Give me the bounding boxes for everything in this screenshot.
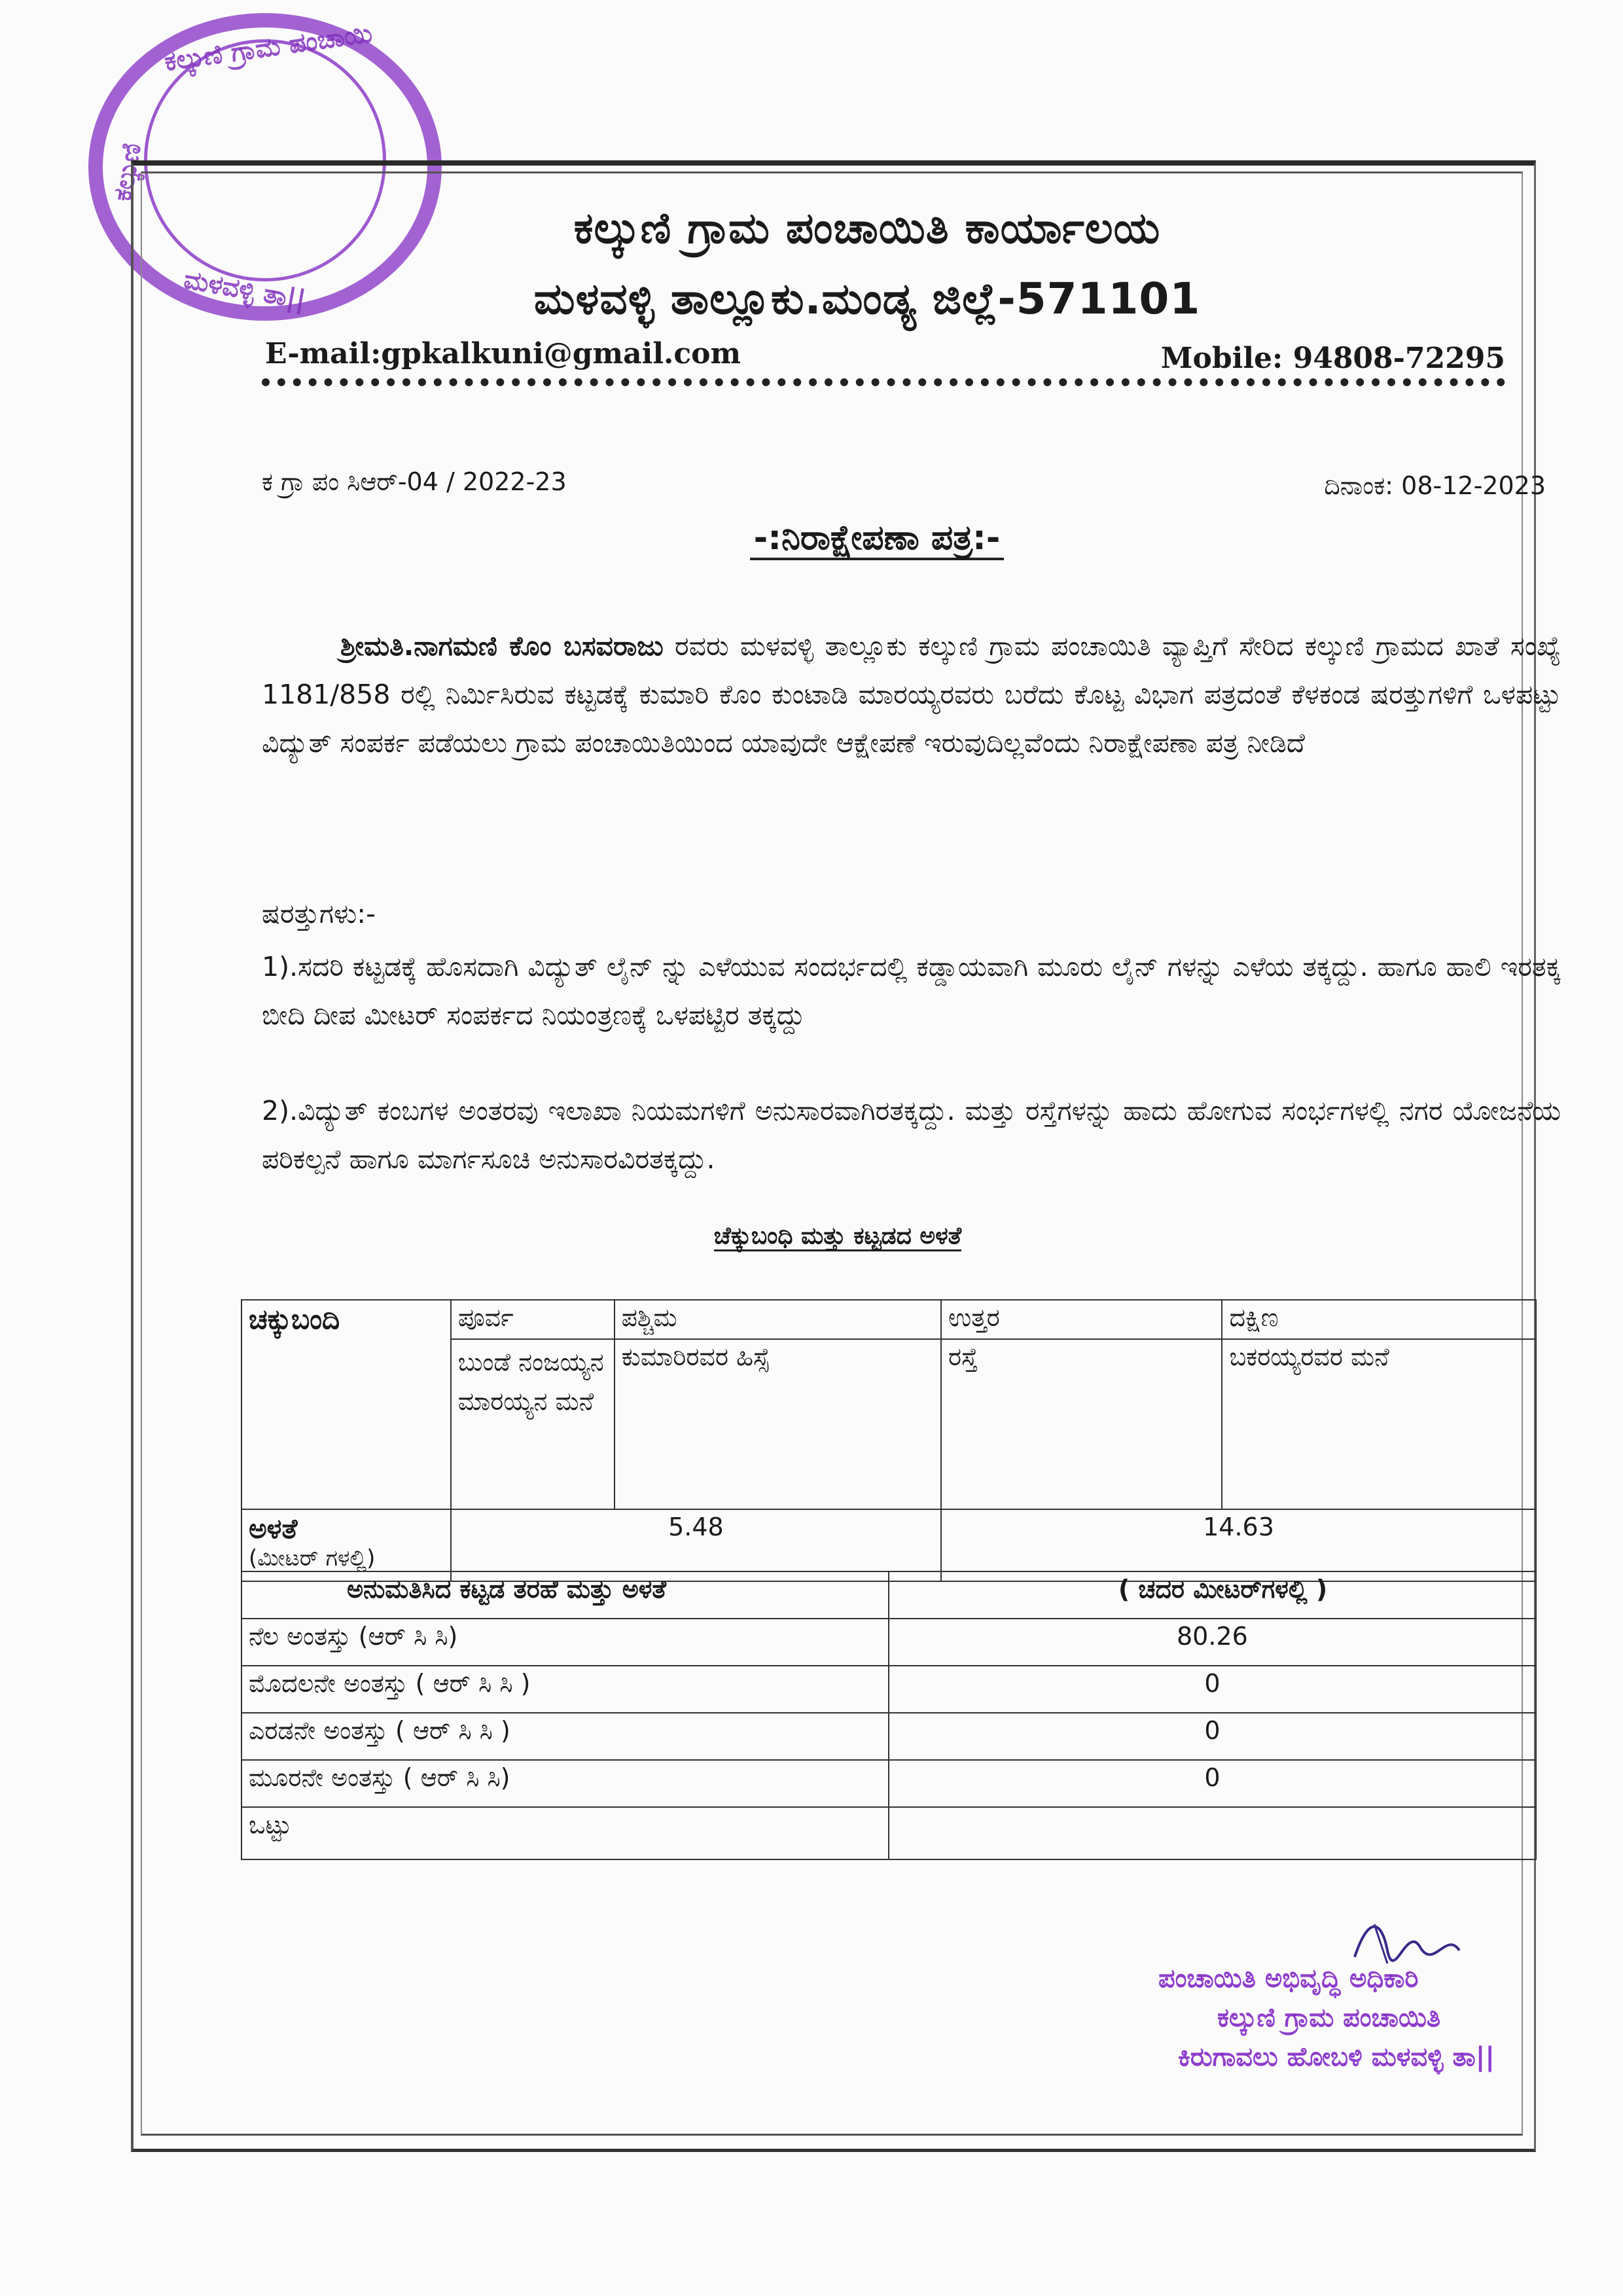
boundary-table <box>241 1299 1537 1582</box>
signature-stamp <box>1158 1918 1551 2101</box>
measure-label: ಅಳತೆ <box>249 1513 298 1545</box>
boundary-label: ಚಕ್ಕುಬಂದಿ <box>241 1300 451 1509</box>
email-text: E-mail:gpkalkuni@gmail.com <box>265 337 741 370</box>
floor-label: ಮೊದಲನೇ ಅಂತಸ್ತು ( ಆರ್ ಸಿ ಸಿ ) <box>241 1666 889 1713</box>
floor-value: 80.26 <box>889 1619 1536 1666</box>
mobile-text: Mobile: 94808-72295 <box>1160 342 1505 375</box>
value-east: ಬುಂಡೆ ನಂಜಯ್ಯನ ಮಾರಯ್ಯನ ಮನೆ <box>451 1339 615 1509</box>
body-paragraph <box>262 622 1561 767</box>
applicant-name: ಶ್ರೀಮತಿ.ನಾಗಮಣಿ ಕೊಂ ಬಸವರಾಜು <box>340 630 664 662</box>
floor-label: ನೆಲ ಅಂತಸ್ತು (ಆರ್ ಸಿ ಸಿ) <box>241 1619 889 1666</box>
reference-number: ಕ ಗ್ರಾ ಪಂ ಸಿಆರ್-04 / 2022-23 <box>262 467 567 496</box>
stamp-line3: ಕಿರುಗಾವಲು ಹೋಬಳಿ ಮಳವಳ್ಳಿ ತಾ|| <box>1178 2042 1495 2072</box>
total-value <box>889 1807 1536 1859</box>
table-caption-text: ಚೆಕ್ಕುಬಂಧಿ ಮತ್ತು ಕಟ್ಟಡದ ಅಳತೆ <box>714 1223 961 1251</box>
table-row <box>241 1571 1536 1619</box>
value-west: ಕುಮಾರಿರವರ ಹಿಸ್ಸೆ <box>615 1339 941 1509</box>
condition-1: 1).ಸದರಿ ಕಟ್ಟಡಕ್ಕೆ ಹೊಸದಾಗಿ ವಿದ್ಯುತ್ ಲೈನ್ ನ್ನು ಎಳೆಯುವ ಸಂದರ್ಭದಲ್ಲಿ ಕಡ್ಡಾಯವಾಗಿ ಮೂರು ಲೈನ್ ಗಳನ್ನು ಎಳೆಯ ತಕ್ಕದ್ದು. ಹಾಗೂ ಹಾಲಿ ಇರತಕ್ಕ ಬೀದಿ ದೀಪ ಮೀಟರ್ ಸಂಪರ್ಕದ ನಿಯಂತ್ರಣಕ್ಕೆ ಒಳಪಟ್ಟಿರ ತಕ್ಕದ್ದು <box>262 951 1561 1031</box>
table-row <box>241 1619 1536 1666</box>
office-title-line1: ಕಲ್ಕುಣಿ ಗ್ರಾಮ ಪಂಚಾಯಿತಿ ಕಾರ್ಯಾಲಯ <box>573 203 1161 253</box>
building-header-left: ಅನುಮತಿಸಿದ ಕಟ್ಟಡ ತರಹೆ ಮತ್ತು ಅಳತೆ <box>241 1571 889 1619</box>
value-north: ರಸ್ತೆ <box>941 1339 1222 1509</box>
header-north: ಉತ್ತರ <box>941 1300 1222 1339</box>
building-table <box>241 1571 1537 1860</box>
table-row <box>241 1666 1536 1713</box>
letter-heading-text: -:ನಿರಾಕ್ಷೇಪಣಾ ಪತ್ರ:- <box>750 518 1005 560</box>
office-title-line2: ಮಳವಳ್ಳಿ ತಾಲ್ಲೂಕು.ಮಂಡ್ಯ ಜಿಲ್ಲೆ-571101 <box>533 274 1201 324</box>
total-label: ಒಟ್ಟು <box>241 1807 889 1859</box>
header-west: ಪಶ್ಚಿಮ <box>615 1300 941 1339</box>
stamp-line2: ಕಲ್ಕುಣಿ ಗ್ರಾಮ ಪಂಚಾಯಿತಿ <box>1217 2003 1441 2033</box>
letter-date: ದಿನಾಂಕ: 08-12-2023 <box>1324 471 1546 500</box>
measure-east-west: 5.48 <box>451 1509 941 1581</box>
header-dotted-divider <box>262 378 1505 386</box>
floor-label: ಎರಡನೇ ಅಂತಸ್ತು ( ಆರ್ ಸಿ ಸಿ ) <box>241 1713 889 1760</box>
value-south: ಬಕರಯ್ಯರವರ ಮನೆ <box>1222 1339 1536 1509</box>
floor-label: ಮೂರನೇ ಅಂತಸ್ತು ( ಆರ್ ಸಿ ಸಿ) <box>241 1760 889 1807</box>
stamp-line1: ಪಂಚಾಯಿತಿ ಅಭಿವೃದ್ಧಿ ಅಧಿಕಾರಿ <box>1158 1964 1419 1994</box>
floor-value: 0 <box>889 1666 1536 1713</box>
letter-heading <box>0 518 1623 558</box>
header-east: ಪೂರ್ವ <box>451 1300 615 1339</box>
table-caption <box>0 1223 1623 1250</box>
measure-north-south: 14.63 <box>941 1509 1536 1581</box>
table-row <box>241 1760 1536 1807</box>
floor-value: 0 <box>889 1713 1536 1760</box>
floor-value: 0 <box>889 1760 1536 1807</box>
table-row <box>241 1713 1536 1760</box>
body-paragraph-text: ರವರು ಮಳವಳ್ಳಿ ತಾಲ್ಲೂಕು ಕಲ್ಕುಣಿ ಗ್ರಾಮ ಪಂಚಾಯಿತಿ ವ್ಯಾಪ್ತಿಗೆ ಸೇರಿದ ಕಲ್ಕುಣಿ ಗ್ರಾಮದ ಖಾತೆ ಸಂಖ್ಯೆ 1181/858 ರಲ್ಲಿ ನಿರ್ಮಿಸಿರುವ ಕಟ್ಟಡಕ್ಕೆ ಕುಮಾರಿ ಕೊಂ ಕುಂಟಾಡಿ ಮಾರಯ್ಯರವರು ಬರೆದು ಕೊಟ್ಟ ವಿಭಾಗ ಪತ್ರದಂತೆ ಕೆಳಕಂಡ ಷರತ್ತುಗಳಿಗೆ ಒಳಪಟ್ಟು ವಿದ್ಯುತ್ ಸಂಪರ್ಕ ಪಡೆಯಲು ಗ್ರಾಮ ಪಂಚಾಯಿತಿಯಿಂದ ಯಾವುದೇ ಆಕ್ಷೇಪಣೆ ಇರುವುದಿಲ್ಲವೆಂದು ನಿರಾಕ್ಷೇಪಣಾ ಪತ್ರ ನೀಡಿದೆ <box>262 630 1561 759</box>
conditions-heading: ಷರತ್ತುಗಳು:- <box>262 898 376 929</box>
measure-unit: (ಮೀಟರ್ ಗಳಲ್ಲಿ) <box>249 1545 376 1571</box>
office-seal-text: ಕಲ್ಕುಣಿ ಗ್ರಾಮ ಪಂಚಾಯಿ ಕಲ್ಕುಣಿ ಮಳವಳ್ಳಿ ತಾ|| <box>107 18 374 315</box>
condition-2: 2).ವಿದ್ಯುತ್ ಕಂಬಗಳ ಅಂತರವು ಇಲಾಖಾ ನಿಯಮಗಳಿಗೆ ಅನುಸಾರವಾಗಿರತಕ್ಕದ್ದು. ಮತ್ತು ರಸ್ತೆಗಳನ್ನು ಹಾದು ಹೋಗುವ ಸಂರ್ಭಗಳಲ್ಲಿ ನಗರ ಯೋಜನೆಯ ಪರಿಕಲ್ಪನೆ ಹಾಗೂ ಮಾರ್ಗಸೂಚಿ ಅನುಸಾರವಿರತಕ್ಕದ್ದು. <box>262 1095 1561 1175</box>
table-row <box>241 1300 1536 1339</box>
building-header-right: ( ಚದರ ಮೀಟರ್‌ಗಳಲ್ಲಿ ) <box>889 1571 1536 1619</box>
table-row <box>241 1807 1536 1859</box>
header-south: ದಕ್ಷಿಣ <box>1222 1300 1536 1339</box>
